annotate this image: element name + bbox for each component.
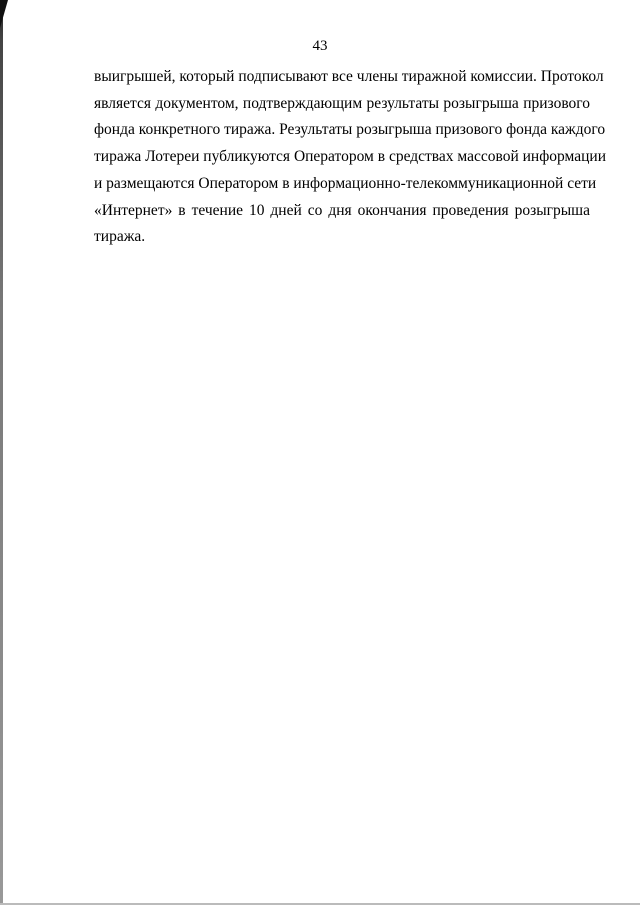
body-paragraph	[94, 64, 606, 251]
text-line: «Интернет» в течение 10 дней со дня окончания проведения розыгрыша	[94, 201, 590, 219]
text-line: тиража.	[94, 228, 146, 246]
text-line: и размещаются Оператором в информационно-телекоммуникационной сети	[94, 174, 597, 192]
text-line: является документом, подтверждающим результаты розыгрыша призового	[94, 94, 590, 112]
text-line: выигрышей, который подписывают все члены тиражной комиссии. Протокол	[94, 68, 604, 85]
scan-edge-left	[0, 0, 3, 905]
text-line: фонда конкретного тиража. Результаты розыгрыша призового фонда каждого	[94, 121, 606, 139]
page-number: 43	[312, 38, 328, 54]
scan-corner-mark	[0, 0, 8, 28]
text-line: тиража Лотереи публикуются Оператором в средствах массовой информации	[94, 148, 606, 166]
